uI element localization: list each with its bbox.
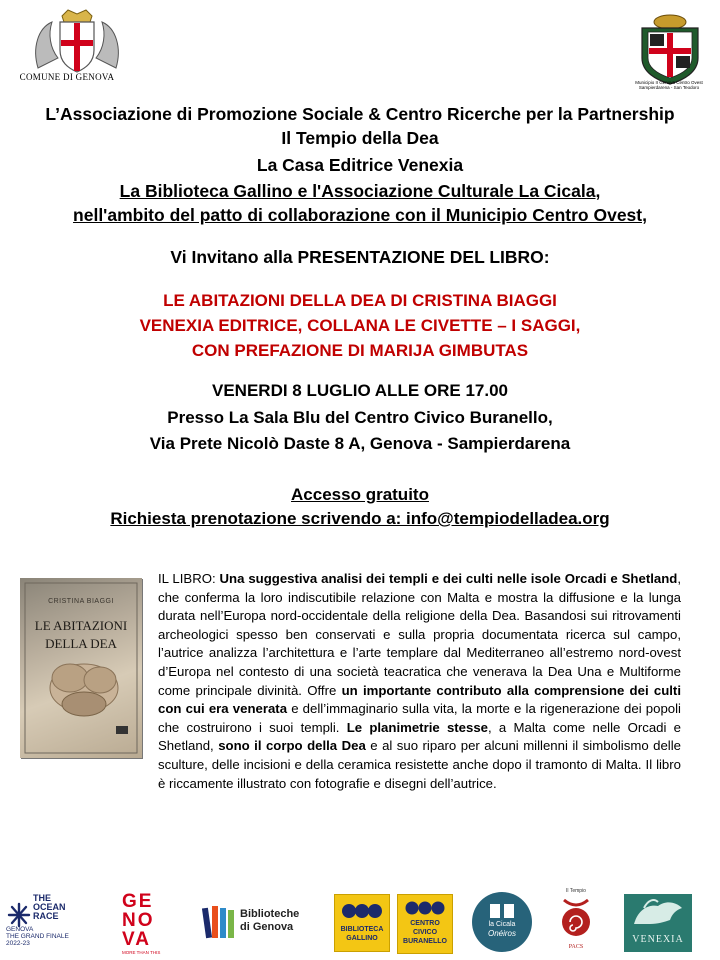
la-cicala-oneiros-logo <box>472 892 532 952</box>
genova-text-1: GE <box>122 891 154 912</box>
organizer-line-3: La Casa Editrice Venexia <box>256 155 464 175</box>
book-title-line-2: VENEXIA EDITRICE, COLLANA LE CIVETTE – I SAGGI, <box>139 316 581 335</box>
booking-contact[interactable]: Richiesta prenotazione scrivendo a: info@tempiodelladea.org <box>110 509 610 528</box>
free-access-note: Accesso gratuito <box>291 485 429 504</box>
biblioteche-text-1: Biblioteche <box>240 908 300 920</box>
genova-subtitle: MORE THAN THIS <box>122 950 161 955</box>
book-cover-image <box>20 578 142 758</box>
cicala-text-2: Onéiros <box>487 929 516 938</box>
description-highlight-4: sono il corpo della Dea <box>218 738 366 754</box>
book-cover-title-1: LE ABITAZIONI <box>34 618 128 633</box>
book-description <box>158 570 681 793</box>
gallino-text-1: BIBLIOTECA <box>340 926 384 933</box>
organizer-line-1: L’Associazione di Promozione Sociale & Centro Ricerche per la Partnership <box>45 104 675 124</box>
municipio-label: Municipio II Genova Centro Ovest Sampierdarena - San Teodoro <box>635 80 703 90</box>
buranello-text-3: BURANELLO <box>403 938 447 945</box>
tempio-text-bottom: PACS <box>568 944 584 950</box>
ocean-race-logo <box>6 888 106 954</box>
comune-di-genova-label: COMUNE DI GENOVA <box>19 72 115 82</box>
ocean-race-text-3: RACE <box>33 911 59 921</box>
book-title-line-3: CON PREFAZIONE DI MARIJA GIMBUTAS <box>191 341 529 360</box>
description-text-3: , a Malta come nelle Orcadi e Shetland, <box>158 719 682 754</box>
buranello-circles-icon <box>398 899 452 917</box>
gallino-circles-icon <box>335 901 389 921</box>
buranello-text-1: CENTRO <box>410 920 440 927</box>
ocean-race-text-4: GENOVA <box>6 926 34 933</box>
biblioteca-gallino-logo <box>334 894 390 952</box>
event-date: VENERDI 8 LUGLIO ALLE ORE 17.00 <box>212 381 508 400</box>
invitation-line: Vi Invitano alla PRESENTAZIONE DEL LIBRO: <box>170 247 550 267</box>
municipio-centro-ovest-crest-icon <box>634 8 706 88</box>
description-text-1: , che conferma la loro indiscutibile relazione con Malta e mostra la diffusione e la lunga durata nell’Europa nord-occidentale della religione della Dea. Basandosi sui ritrovamenti archeologici spesso ben conservati e sulla propria documentata ricerca sul campo, l’autrice analizza l’architettura e l’arte templare dal Mediterraneo all’estremo nord-ovest d’Europa nel contesto di una società teacratica che venerava la Dea Una e Multiforme come principale divinità. Offre <box>158 571 681 698</box>
genova-text-2: NO <box>122 910 155 931</box>
ocean-race-text-1: THE <box>33 893 51 903</box>
buranello-text-2: CIVICO <box>412 929 438 936</box>
organizer-line-2: Il Tempio della Dea <box>281 128 439 148</box>
description-lead: IL LIBRO: <box>158 571 220 586</box>
ocean-race-text-6: 2022-23 <box>6 940 30 947</box>
event-address: Via Prete Nicolò Daste 8 A, Genova - Sampierdarena <box>149 434 571 453</box>
centro-civico-buranello-logo <box>397 894 453 954</box>
description-highlight-3: Le planimetrie stesse <box>346 719 489 735</box>
description-text-2: e dell’immaginario sulla vita, la morte e la rigenerazione dei popoli che costruirono i suoi templi. <box>158 701 681 735</box>
books-icon <box>202 902 236 942</box>
organizer-line-5: nell'ambito del patto di collaborazione con il Municipio Centro Ovest, <box>73 205 647 225</box>
event-place: Presso La Sala Blu del Centro Civico Buranello, <box>167 408 553 427</box>
gallino-text-2: GALLINO <box>346 935 378 942</box>
biblioteche-text-2: di Genova <box>240 921 294 933</box>
genova-brand-logo <box>122 888 186 956</box>
ocean-race-text-2: OCEAN <box>33 902 66 912</box>
venexia-logo <box>624 894 692 952</box>
book-cover-author: CRISTINA BIAGGI <box>48 598 114 605</box>
ocean-race-text-5: THE GRAND FINALE <box>6 933 69 940</box>
cicala-text-1: la Cicala <box>488 921 516 928</box>
description-highlight-2: un importante contributo alla comprensione dei culti con cui era venerata <box>158 682 681 717</box>
book-cover-title-2: DELLA DEA <box>45 636 117 651</box>
tempio-text-top: Il Tempio <box>566 888 586 894</box>
genova-text-3: VA <box>122 929 151 950</box>
description-highlight-1: Una suggestiva analisi dei templi e dei culti nelle isole Orcadi e Shetland <box>219 571 678 586</box>
venexia-text: VENEXIA <box>632 934 684 945</box>
organizer-line-4: La Biblioteca Gallino e l'Associazione Culturale La Cicala, <box>119 181 601 201</box>
venexia-lion-icon <box>624 894 692 934</box>
tempio-spiral-icon <box>556 896 596 942</box>
tempio-della-dea-logo <box>556 888 596 954</box>
biblioteche-genova-logo <box>202 898 314 954</box>
description-text-4: e al suo riparo per alcuni millenni il simbolismo delle sculture, delle incisioni e della ceramica resistette anche dopo il tramonto di Malta. Il libro è riccamente illustrato con fotografie e disegni dell’autrice. <box>158 738 681 791</box>
book-title-line-1: LE ABITAZIONI DELLA DEA DI CRISTINA BIAGGI <box>163 291 557 310</box>
